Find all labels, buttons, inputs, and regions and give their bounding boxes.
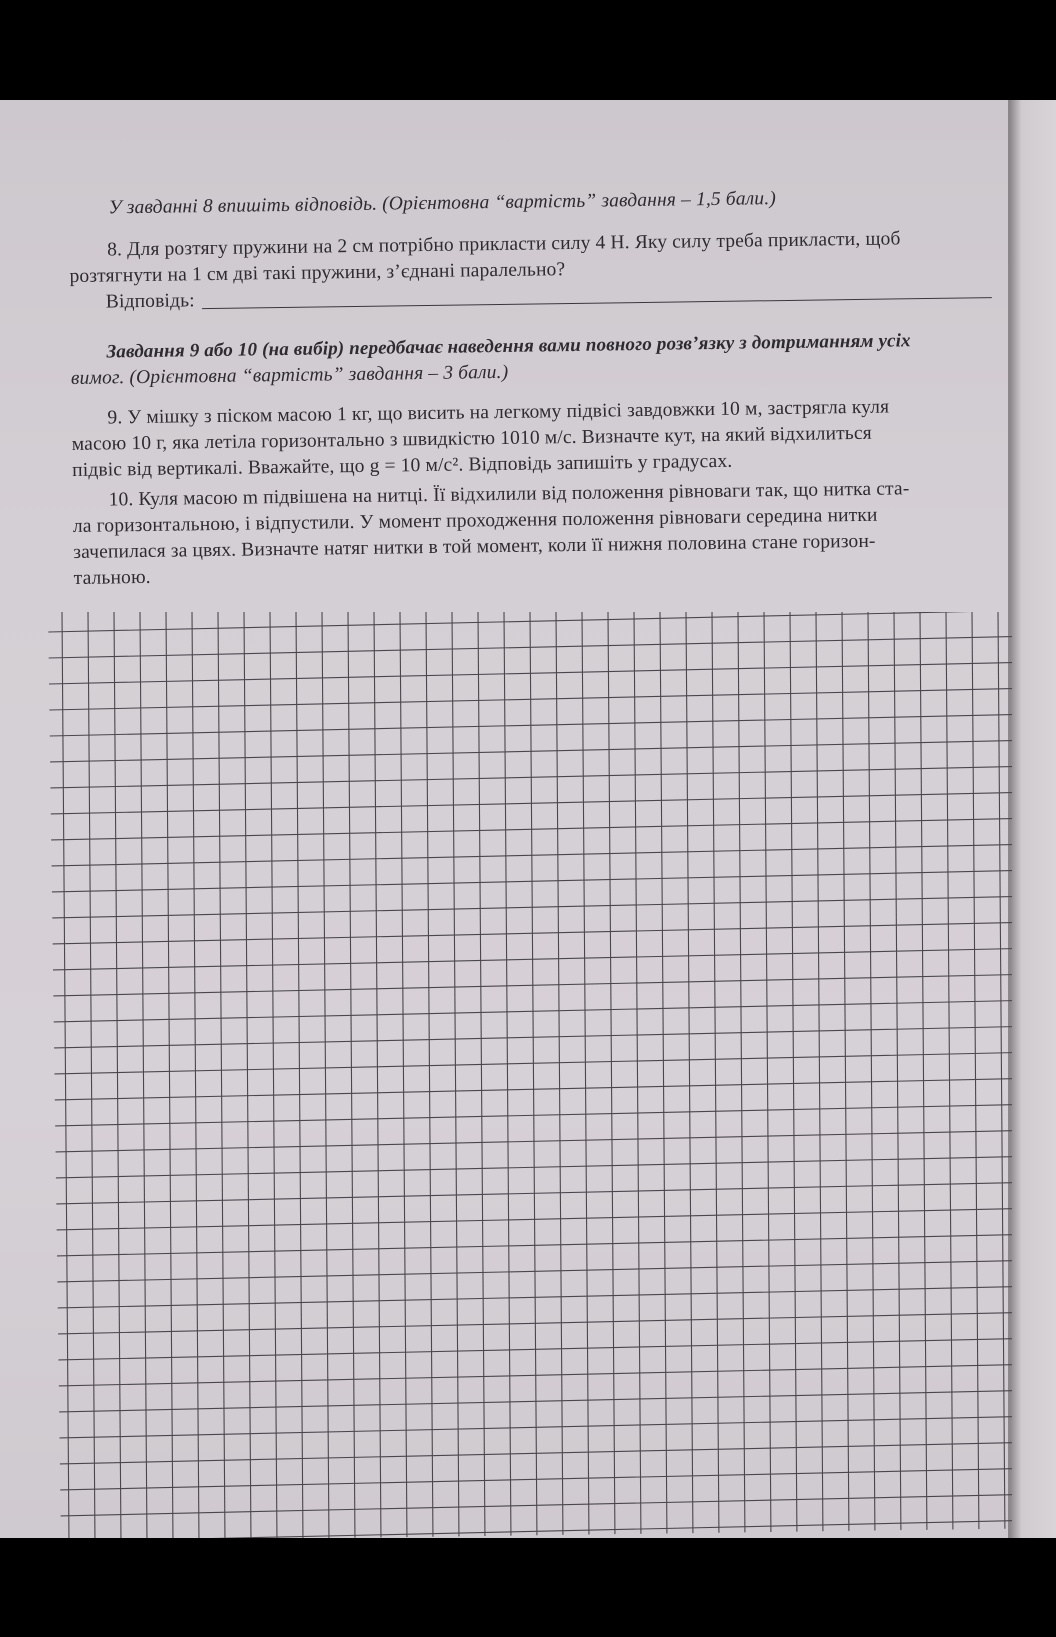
- task8-text-line2: розтягнути на 1 см дві такі пружини, з’єднані паралельно?: [69, 259, 566, 287]
- grid-vertical-line: [56, 612, 75, 1538]
- grid-lines: [48, 612, 1012, 1538]
- grid-vertical-line: [160, 612, 179, 1538]
- answer-label: Відповідь:: [105, 290, 195, 313]
- task8-instruction: У завданні 8 впишіть відповідь. (Орієнтовна “вартість” завдання – 1,5 бали.): [108, 188, 777, 219]
- task10-text-line4: тальною.: [73, 566, 151, 589]
- task10-text-line3: зачепилася за цвях. Визначте натяг нитки в той момент, коли її нижня половина стане горизон-: [73, 530, 876, 563]
- task9-text-line1: 9. У мішку з піском масою 1 кг, що висить на легкому підвісі завдовжки 10 м, застрягла куля: [107, 396, 890, 429]
- task910-instruction-line2: вимог. (Орієнтовна “вартість” завдання – 3 бали.): [70, 361, 509, 389]
- answer-line: [202, 297, 992, 309]
- grid-vertical-line: [342, 612, 361, 1538]
- grid-vertical-line: [888, 612, 907, 1530]
- grid-vertical-line: [82, 612, 101, 1538]
- task10-text-line2: ла горизонтальною, і відпустили. У момент проходження положення рівноваги середина нитки: [72, 504, 878, 537]
- grid-vertical-line: [472, 612, 491, 1536]
- task8-text-line1: 8. Для розтягу пружини на 2 см потрібно прикласти силу 4 Н. Яку силу треба прикласти, щоб: [106, 228, 901, 261]
- worksheet-page: [0, 100, 1056, 1538]
- grid-vertical-line: [238, 612, 257, 1538]
- task9-text-line2: масою 10 г, яка летіла горизонтально з швидкістю 1010 м/с. Визначте кут, на який відхилиться: [71, 422, 872, 455]
- grid-vertical-line: [524, 612, 543, 1535]
- grid-vertical-line: [498, 612, 517, 1536]
- tasks-text: [68, 157, 1008, 589]
- answer-grid: [48, 612, 1012, 1538]
- grid-vertical-line: [108, 612, 127, 1538]
- grid-vertical-line: [212, 612, 231, 1538]
- grid-vertical-line: [836, 612, 855, 1531]
- task910-instruction-line1: Завдання 9 або 10 (на вибір) передбачає наведення вами повного розв’язку з дотриманням усіх: [106, 330, 911, 363]
- grid-vertical-line: [420, 612, 439, 1537]
- grid-vertical-line: [862, 612, 881, 1531]
- grid-vertical-line: [628, 612, 647, 1534]
- grid-vertical-line: [186, 612, 205, 1538]
- grid-vertical-line: [654, 612, 673, 1533]
- task10-text-line1: 10. Куля масою m підвішена на нитці. Її відхилили від положення рівноваги так, що нитка ста-: [108, 478, 910, 511]
- grid-vertical-line: [290, 612, 309, 1538]
- grid-vertical-line: [680, 612, 699, 1533]
- grid-vertical-line: [810, 612, 829, 1531]
- grid-vertical-line: [368, 612, 387, 1537]
- grid-vertical-line: [784, 612, 803, 1532]
- grid-vertical-line: [134, 612, 153, 1538]
- grid-vertical-line: [732, 612, 751, 1532]
- grid-vertical-line: [602, 612, 621, 1534]
- task9-text-line3: підвіс від вертикалі. Вважайте, що g = 10 м/с². Відповідь запишіть у градусах.: [72, 450, 733, 481]
- grid-vertical-line: [706, 612, 725, 1533]
- grid-vertical-line: [264, 612, 283, 1538]
- grid-vertical-line: [394, 612, 413, 1537]
- next-page-edge: [1010, 100, 1056, 1538]
- grid-vertical-line: [758, 612, 777, 1532]
- grid-vertical-line: [446, 612, 465, 1536]
- grid-vertical-line: [316, 612, 335, 1538]
